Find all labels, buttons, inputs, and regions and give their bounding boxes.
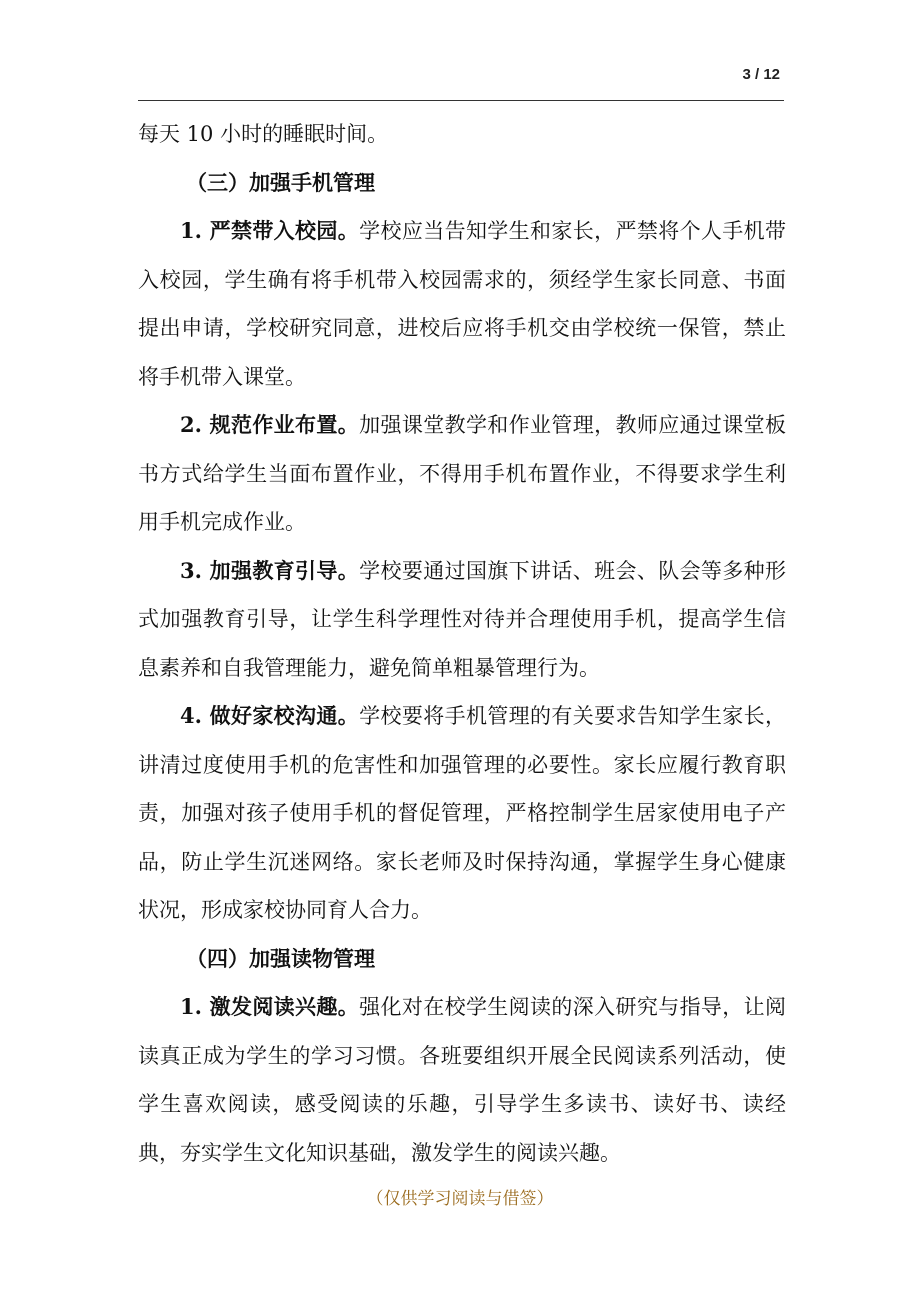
paragraph-education-guidance — [138, 547, 786, 693]
section-heading-reading-management: （四）加强读物管理 — [186, 945, 375, 971]
paragraph-home-school-communication — [138, 692, 786, 935]
paragraph-lead: 4. 做好家校沟通。 — [180, 703, 360, 728]
header-divider — [138, 100, 784, 101]
paragraph-reading-interest — [138, 983, 786, 1177]
document-body — [138, 110, 786, 1177]
paragraph-lead: 1. 严禁带入校园。 — [180, 218, 360, 243]
paragraph-lead: 2. 规范作业布置。 — [180, 412, 360, 437]
paragraph-homework-assignment — [138, 401, 786, 547]
paragraph-lead: 3. 加强教育引导。 — [180, 557, 360, 583]
paragraph-no-phones-on-campus — [138, 207, 786, 401]
footer-note: （仅供学习阅读与借签） — [366, 1189, 554, 1209]
paragraph-text: 学校要将手机管理的有关要求告知学生家长，讲清过度使用手机的危害性和加强管理的必要性。家长应履行教育职责，加强对孩子使用手机的督促管理，严格控制学生居家使用电子产品，防止学生沉迷网络。家长老师及时保持沟通，掌握学生身心健康状况，形成家校协同育人合力。 — [138, 704, 787, 922]
paragraph-text: 加强课堂教学和作业管理，教师应通过课堂板书方式给学生当面布置作业，不得用手机布置作业，不得要求学生利用手机完成作业。 — [138, 413, 787, 534]
paragraph-lead: 1. 激发阅读兴趣。 — [180, 994, 360, 1019]
continuation-paragraph: 每天 10 小时的睡眠时间。 — [138, 122, 389, 146]
paragraph-text: 强化对在校学生阅读的深入研究与指导，让阅读真正成为学生的学习习惯。各班要组织开展全民阅读系列活动，使学生喜欢阅读，感受阅读的乐趣，引导学生多读书、读好书、读经典，夯实学生文化知识基础，激发学生的阅读兴趣。 — [138, 995, 787, 1165]
page-number: 3 / 12 — [742, 66, 780, 83]
paragraph-text: 学校要通过国旗下讲话、班会、队会等多种形式加强教育引导，让学生科学理性对待并合理使用手机，提高学生信息素养和自我管理能力，避免简单粗暴管理行为。 — [138, 558, 787, 680]
section-heading-phone-management: （三）加强手机管理 — [186, 169, 375, 195]
paragraph-text: 学校应当告知学生和家长，严禁将个人手机带入校园，学生确有将手机带入校园需求的，须经学生家长同意、书面提出申请，学校研究同意，进校后应将手机交由学校统一保管，禁止将手机带入课堂。 — [138, 219, 787, 389]
